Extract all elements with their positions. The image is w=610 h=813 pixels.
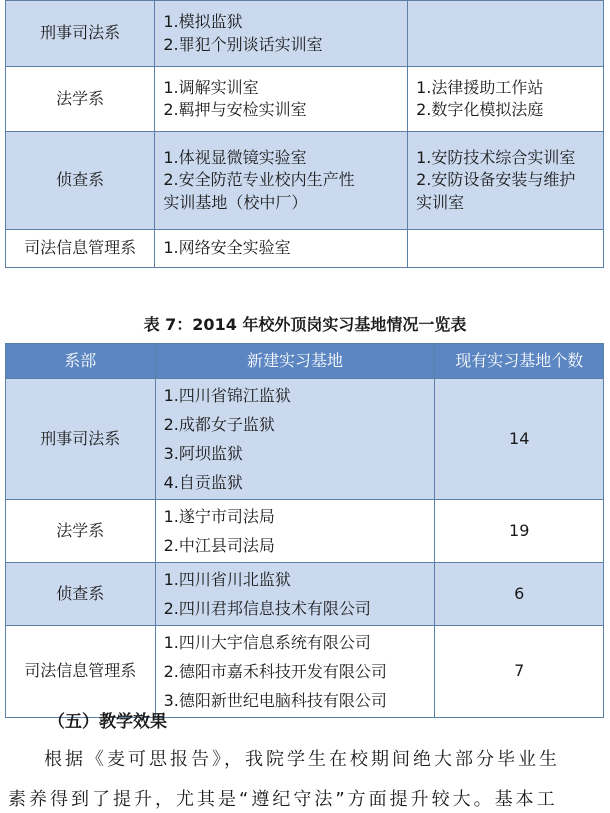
bases-cell — [155, 379, 435, 500]
list-item: 4.自贡监狱 — [163, 473, 243, 492]
external-cell — [408, 1, 604, 67]
list-item: 1.网络安全实验室 — [163, 238, 291, 258]
list-item: 2.安防设备安装与维护 — [416, 170, 576, 190]
list-item: 2.数字化模拟法庭 — [416, 100, 544, 119]
dept-cell: 刑事司法系 — [6, 1, 155, 67]
table-row — [6, 379, 604, 500]
column-header: 新建实习基地 — [155, 344, 435, 379]
list-item: 2.德阳市嘉禾科技开发有限公司 — [163, 662, 387, 681]
list-item: 1.四川省锦江监狱 — [163, 386, 291, 405]
table-row — [6, 1, 604, 67]
list-item: 1.遂宁市司法局 — [163, 507, 275, 526]
table-row — [6, 563, 604, 626]
count-cell: 14 — [435, 379, 604, 500]
count-cell: 7 — [435, 626, 604, 718]
dept-cell: 侦查系 — [6, 132, 155, 230]
list-item: 实训室 — [416, 192, 465, 212]
bases-cell — [155, 563, 435, 626]
lab-table — [5, 0, 604, 268]
list-item: 3.阿坝监狱 — [163, 444, 243, 463]
dept-cell: 刑事司法系 — [6, 379, 156, 500]
external-cell — [408, 132, 604, 230]
table-header-row — [6, 344, 604, 379]
table-row — [6, 626, 604, 718]
list-item: 2.成都女子监狱 — [163, 415, 275, 434]
list-item: 2.羁押与安检实训室 — [163, 100, 307, 119]
table-row — [6, 67, 604, 132]
dept-cell: 侦查系 — [6, 563, 156, 626]
table-caption: 表 7：2014 年校外顶岗实习基地情况一览表 — [143, 315, 467, 334]
internal-cell — [155, 230, 408, 268]
external-cell — [408, 230, 604, 268]
count-cell: 6 — [435, 563, 604, 626]
list-item: 1.安防技术综合实训室 — [416, 147, 576, 167]
dept-cell: 司法信息管理系 — [6, 626, 156, 718]
list-item: 实训基地（校中厂） — [163, 192, 308, 212]
list-item: 2.罪犯个别谈话实训室 — [163, 34, 323, 54]
list-item: 2.四川君邦信息技术有限公司 — [163, 599, 371, 618]
list-item: 1.法律援助工作站 — [416, 77, 544, 97]
body-paragraph-line: 素养得到了提升，尤其是“遵纪守法”方面提升较大。基本工 — [8, 789, 558, 810]
internal-cell — [155, 67, 408, 132]
list-item: 1.四川省川北监狱 — [163, 570, 291, 589]
column-header: 系部 — [6, 344, 156, 379]
list-item: 1.四川大宇信息系统有限公司 — [163, 633, 371, 652]
bases-cell — [155, 626, 435, 718]
list-item: 1.体视显微镜实验室 — [163, 147, 307, 167]
list-item: 1.模拟监狱 — [163, 12, 243, 32]
list-item: 2.安全防范专业校内生产性 — [163, 170, 355, 190]
internship-table — [5, 343, 604, 718]
section-heading: （五）教学效果 — [48, 712, 167, 732]
internal-cell — [155, 132, 408, 230]
dept-cell: 法学系 — [6, 67, 155, 132]
dept-cell: 法学系 — [6, 500, 156, 563]
table-row — [6, 500, 604, 563]
list-item: 2.中江县司法局 — [163, 536, 275, 555]
count-cell: 19 — [435, 500, 604, 563]
list-item: 3.德阳新世纪电脑科技有限公司 — [163, 691, 387, 710]
table-row — [6, 230, 604, 268]
column-header: 现有实习基地个数 — [435, 344, 604, 379]
external-cell — [408, 67, 604, 132]
table-row — [6, 132, 604, 230]
list-item: 1.调解实训室 — [163, 77, 259, 97]
bases-cell — [155, 500, 435, 563]
dept-cell: 司法信息管理系 — [6, 230, 155, 268]
body-paragraph-line: 根据《麦可思报告》，我院学生在校期间绝大部分毕业生 — [44, 749, 560, 770]
internal-cell — [155, 1, 408, 67]
